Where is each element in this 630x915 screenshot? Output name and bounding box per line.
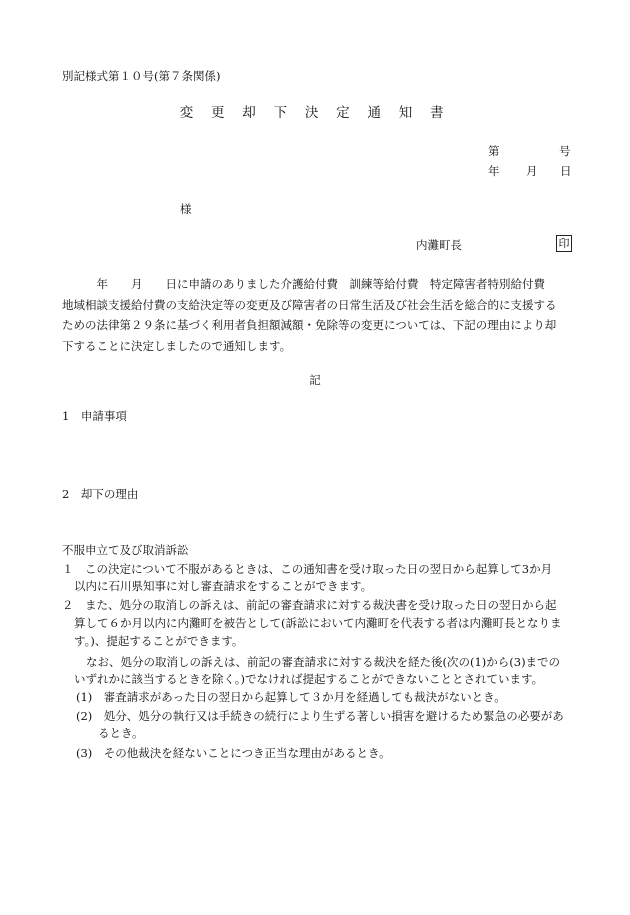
body-line: ための法律第２９条に基づく利用者負担額減額・免除等の変更については、下記の理由により却 (62, 318, 557, 332)
seal-stamp: 印 (556, 235, 572, 252)
appeal-line: (2) 処分、処分の執行又は手続きの続行により生ずる著しい損害を避けるため緊急の必要があ (76, 709, 564, 723)
date-year: 年 (488, 164, 500, 178)
appeal-line: す。)、提起することができます。 (74, 634, 244, 648)
body-paragraph (62, 274, 578, 356)
appeal-line: １ この決定について不服があるときは、この通知書を受け取った日の翌日から起算して3か月 (62, 562, 553, 576)
document-number-unit: 号 (559, 144, 571, 158)
appeal-line: ２ また、処分の取消しの訴えは、前記の審査請求に対する裁決書を受け取った日の翌日から起 (62, 598, 557, 612)
body-line: 年 月 日に申請のありました介護給付費 訓練等給付費 特定障害者特別給付費 (62, 277, 545, 291)
document-number-label: 第 (488, 144, 500, 158)
issue-date (488, 163, 572, 180)
appeal-line: (1) 審査請求があった日の翌日から起算して３か月を経過しても裁決がないとき。 (76, 690, 506, 704)
ki-marker: 記 (309, 373, 321, 387)
appeal-line: (3) その他裁決を経ないことにつき正当な理由があるとき。 (76, 746, 391, 760)
appeal-line: 以内に石川県知事に対し審査請求をすることができます。 (74, 579, 373, 593)
date-month: 月 (526, 164, 538, 178)
document-title: 変 更 却 下 決 定 通 知 書 (179, 105, 451, 121)
appeal-line: 算して６か月以内に内灘町を被告として(訴訟において内灘町を代表する者は内灘町長となりま (74, 616, 562, 630)
appeal-line: るとき。 (98, 726, 144, 740)
form-number: 別記様式第１０号(第７条関係) (62, 69, 221, 83)
body-line: 下することに決定しましたので通知します。 (62, 338, 292, 353)
section-application-items: 1 申請事項 (62, 409, 127, 423)
section-rejection-reason: 2 却下の理由 (62, 487, 139, 501)
date-day: 日 (560, 164, 572, 178)
appeal-line: いずれかに該当するときを除く。)でなければ提起することができないこととされています。 (74, 672, 544, 686)
body-line: 地域相談支援給付費の支給決定等の変更及び障害者の日常生活及び社会生活を総合的に支援する (62, 297, 557, 312)
issuer-name: 内灘町長 (416, 238, 462, 252)
recipient-suffix: 様 (180, 202, 192, 216)
appeal-title: 不服申立て及び取消訴訟 (62, 543, 189, 557)
appeal-line: なお、処分の取消しの訴えは、前記の審査請求に対する裁決を経た後(次の(1)から(3)までの (86, 655, 561, 669)
